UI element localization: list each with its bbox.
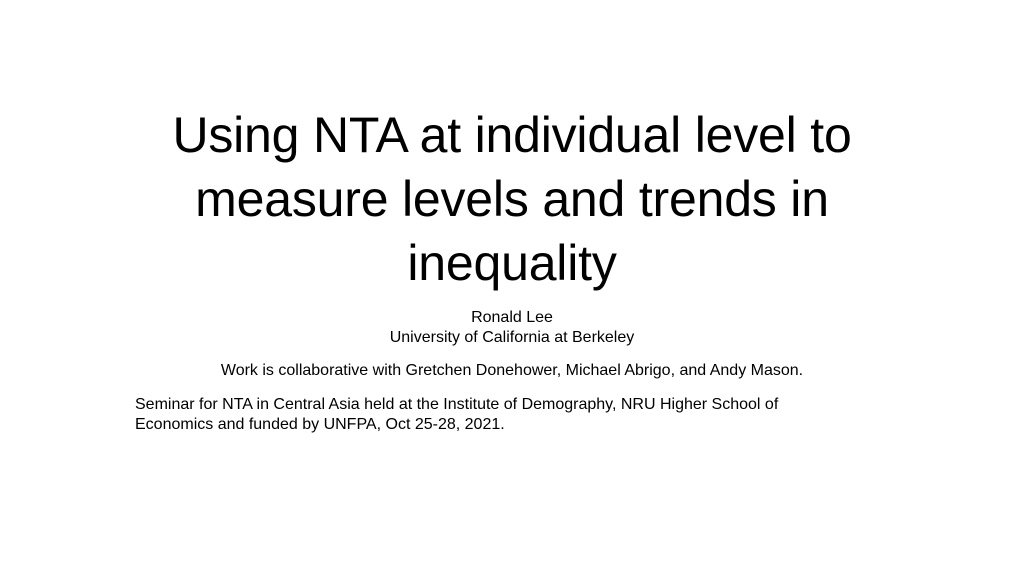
- seminar-note-line-2: Economics and funded by UNFPA, Oct 25-28, 2021.: [135, 416, 505, 433]
- seminar-note: [135, 395, 895, 435]
- author-affiliation: University of California at Berkeley: [389, 329, 635, 346]
- slide-title-line-1: Using NTA at individual level to: [172, 107, 852, 163]
- collaboration-note: Work is collaborative with Gretchen Donehower, Michael Abrigo, and Andy Mason.: [220, 362, 804, 379]
- slide-title: [110, 103, 914, 295]
- author-block: [110, 308, 914, 348]
- slide-title-line-2: measure levels and trends in: [195, 171, 829, 227]
- author-name: Ronald Lee: [471, 309, 553, 326]
- slide-title-line-3: inequality: [407, 235, 617, 291]
- seminar-note-line-1: Seminar for NTA in Central Asia held at the Institute of Demography, NRU Higher School of: [135, 396, 779, 413]
